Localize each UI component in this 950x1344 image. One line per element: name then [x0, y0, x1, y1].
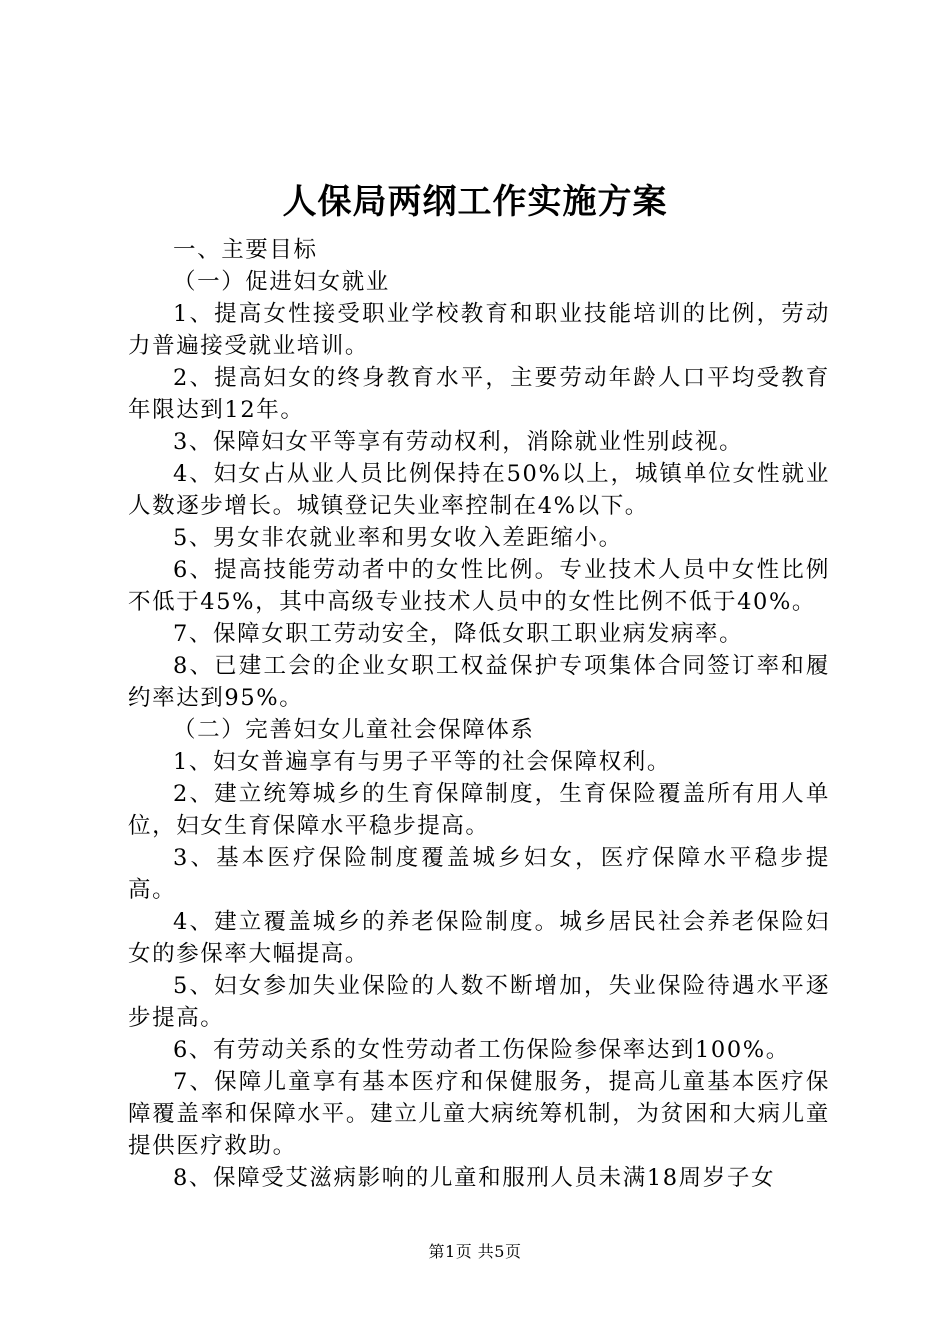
paragraph: 5、妇女参加失业保险的人数不断增加，失业保险待遇水平逐步提高。	[128, 973, 830, 1031]
paragraph: 1、妇女普遍享有与男子平等的社会保障权利。	[173, 749, 671, 775]
paragraph: 7、保障女职工劳动安全，降低女职工职业病发病率。	[173, 621, 744, 647]
paragraph: 3、保障妇女平等享有劳动权利，消除就业性别歧视。	[173, 429, 744, 455]
paragraph: 6、有劳动关系的女性劳动者工伤保险参保率达到100%。	[173, 1037, 790, 1063]
subsection-heading-employment: （一）促进妇女就业	[173, 269, 390, 295]
paragraph: 6、提高技能劳动者中的女性比例。专业技术人员中女性比例不低于45%，其中高级专业技术人员中的女性比例不低于40%。	[128, 557, 830, 615]
paragraph: 5、男女非农就业率和男女收入差距缩小。	[173, 525, 623, 551]
page-number-footer: 第1页 共5页	[428, 1242, 522, 1261]
paragraph: 2、提高妇女的终身教育水平，主要劳动年龄人口平均受教育年限达到12年。	[128, 365, 830, 423]
document-title: 人保局两纲工作实施方案	[282, 182, 668, 222]
paragraph: 8、保障受艾滋病影响的儿童和服刑人员未满18周岁子女	[173, 1165, 776, 1191]
paragraph: 8、已建工会的企业女职工权益保护专项集体合同签订率和履约率达到95%。	[128, 653, 830, 711]
paragraph: 4、妇女占从业人员比例保持在50%以上，城镇单位女性就业人数逐步增长。城镇登记失业率控制在4%以下。	[128, 461, 830, 519]
paragraph: 7、保障儿童享有基本医疗和保健服务，提高儿童基本医疗保障覆盖率和保障水平。建立儿童大病统筹机制，为贫困和大病儿童提供医疗救助。	[128, 1069, 830, 1159]
paragraph: 1、提高女性接受职业学校教育和职业技能培训的比例，劳动力普遍接受就业培训。	[128, 301, 830, 359]
subsection-heading-social-security: （二）完善妇女儿童社会保障体系	[173, 717, 535, 743]
paragraph: 4、建立覆盖城乡的养老保险制度。城乡居民社会养老保险妇女的参保率大幅提高。	[128, 909, 830, 967]
paragraph: 3、基本医疗保险制度覆盖城乡妇女，医疗保障水平稳步提高。	[128, 845, 830, 903]
document-body	[128, 234, 830, 1194]
paragraph: 2、建立统筹城乡的生育保障制度，生育保险覆盖所有用人单位，妇女生育保障水平稳步提高。	[128, 781, 830, 839]
section-heading-main-goals: 一、主要目标	[173, 237, 318, 263]
